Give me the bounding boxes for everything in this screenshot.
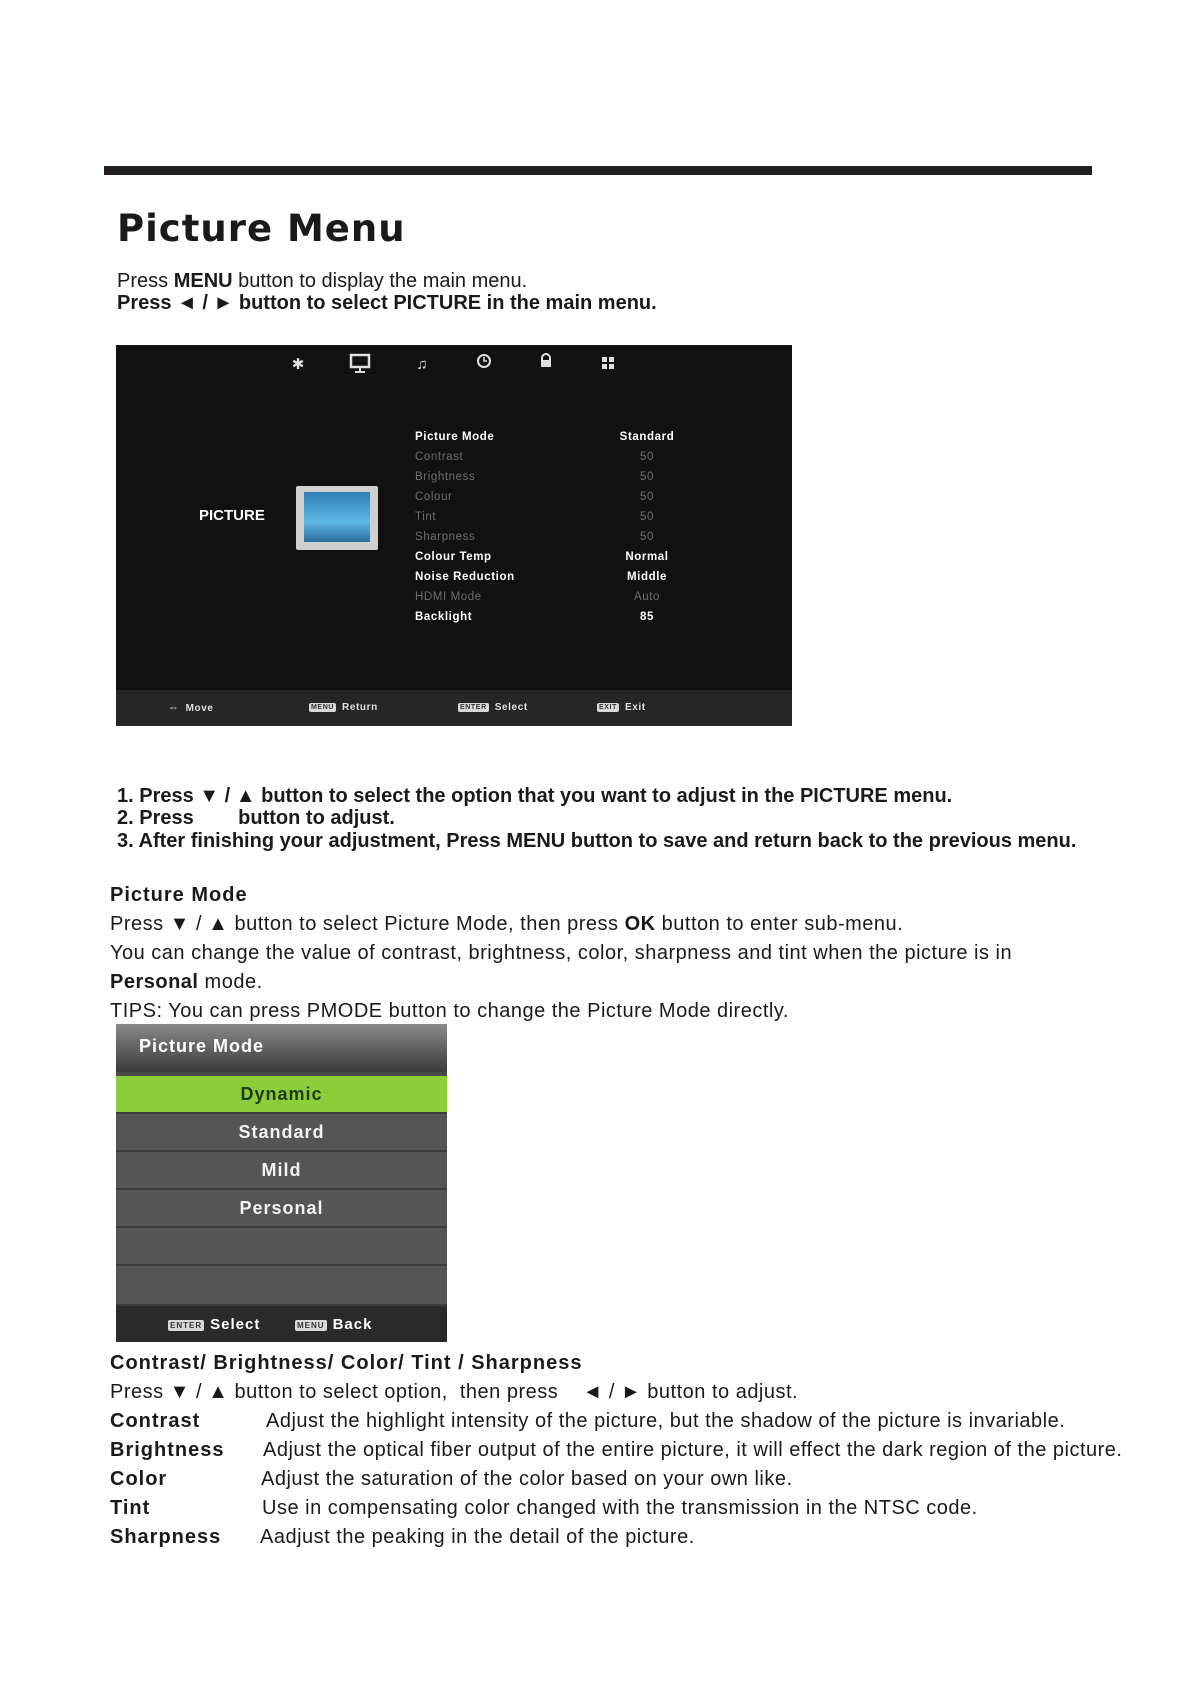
menu-footer: [116, 690, 792, 726]
submenu-footer: [116, 1306, 447, 1342]
menu-row-backlight[interactable]: Backlight 85: [415, 611, 654, 623]
picture-mode-line-3: Personal mode.: [110, 971, 263, 993]
apps-icon[interactable]: [596, 353, 620, 377]
option-personal[interactable]: Personal: [116, 1190, 447, 1228]
menu-tabs: [286, 353, 746, 377]
step-2: 2. Press button to adjust.: [117, 807, 395, 829]
menu-row-noise-reduction[interactable]: Noise Reduction Middle: [415, 571, 667, 583]
def-term-contrast: Contrast: [110, 1410, 201, 1432]
exit-hint: EXIT Exit: [599, 702, 646, 713]
back-hint: MENU Back: [297, 1316, 373, 1333]
music-icon[interactable]: ♫: [416, 356, 428, 373]
def-text-tint: Use in compensating color changed with the transmission in the NTSC code.: [262, 1497, 978, 1519]
picture-monitor-icon: [296, 486, 378, 550]
adjust-line: Press ▼ / ▲ button to select option, then press ◄ / ► button to adjust.: [110, 1381, 799, 1403]
option-empty: [116, 1228, 447, 1266]
step-1: 1. Press ▼ / ▲ button to select the option that you want to adjust in the PICTURE menu.: [117, 785, 953, 807]
menu-row-hdmi-mode[interactable]: HDMI Mode Auto: [415, 591, 661, 603]
def-text-color: Adjust the saturation of the color based on your own like.: [261, 1468, 793, 1490]
def-term-tint: Tint: [110, 1497, 151, 1519]
menu-row-tint[interactable]: Tint 50: [415, 511, 654, 523]
def-term-sharpness: Sharpness: [110, 1526, 222, 1548]
enter-key-icon: ENTER: [460, 703, 487, 711]
option-dynamic[interactable]: Dynamic: [116, 1076, 447, 1114]
header-rule: [104, 166, 1092, 175]
def-term-color: Color: [110, 1468, 168, 1490]
tv-main-menu: [116, 345, 792, 726]
page-title: Picture Menu: [117, 207, 406, 250]
gear-icon[interactable]: ✱: [291, 356, 305, 373]
lock-icon[interactable]: [534, 353, 558, 377]
menu-row-colour-temp[interactable]: Colour Temp Normal: [415, 551, 669, 563]
picture-mode-tips: TIPS: You can press PMODE button to change the Picture Mode directly.: [110, 1000, 789, 1022]
option-mild[interactable]: Mild: [116, 1152, 447, 1190]
def-text-contrast: Adjust the highlight intensity of the picture, but the shadow of the picture is invariable.: [266, 1410, 1066, 1432]
menu-row-colour[interactable]: Colour 50: [415, 491, 654, 503]
menu-row-brightness[interactable]: Brightness 50: [415, 471, 654, 483]
def-text-sharpness: Aadjust the peaking in the detail of the picture.: [260, 1526, 695, 1548]
intro-line-2: Press ◄ / ► button to select PICTURE in the main menu.: [117, 292, 657, 314]
move-arrows-icon: ⇔: [168, 702, 180, 714]
clock-icon[interactable]: [472, 353, 496, 377]
select-hint: ENTER Select: [460, 702, 528, 713]
picture-mode-line-1: Press ▼ / ▲ button to select Picture Mode, then press OK button to enter sub-menu.: [110, 913, 904, 935]
option-standard[interactable]: Standard: [116, 1114, 447, 1152]
move-hint: ⇔ Move: [168, 702, 214, 714]
select-hint: ENTER Select: [170, 1316, 261, 1333]
adjust-heading: Contrast/ Brightness/ Color/ Tint / Sharpness: [110, 1352, 583, 1374]
menu-row-contrast[interactable]: Contrast 50: [415, 451, 654, 463]
monitor-icon[interactable]: [348, 353, 372, 377]
def-term-brightness: Brightness: [110, 1439, 225, 1461]
step-3: 3. After finishing your adjustment, Press MENU button to save and return back to the previous menu.: [117, 830, 1077, 852]
exit-key-icon: EXIT: [599, 703, 617, 711]
def-text-brightness: Adjust the optical fiber output of the entire picture, it will effect the dark region of the picture.: [263, 1439, 1123, 1461]
menu-key-icon: MENU: [297, 1320, 325, 1330]
submenu-title: Picture Mode: [116, 1024, 447, 1072]
option-empty: [116, 1266, 447, 1306]
picture-mode-submenu: [116, 1024, 447, 1342]
picture-mode-heading: Picture Mode: [110, 884, 248, 906]
menu-key-icon: MENU: [311, 703, 335, 711]
menu-row-picture-mode[interactable]: Picture Mode Standard: [415, 431, 675, 443]
picture-mode-line-2: You can change the value of contrast, brightness, color, sharpness and tint when the picture is in: [110, 942, 1013, 964]
return-hint: MENU Return: [311, 702, 378, 713]
intro-line-1: Press MENU button to display the main menu.: [117, 270, 528, 292]
enter-key-icon: ENTER: [170, 1320, 203, 1330]
menu-row-sharpness[interactable]: Sharpness 50: [415, 531, 654, 543]
section-label: PICTURE: [199, 507, 265, 524]
